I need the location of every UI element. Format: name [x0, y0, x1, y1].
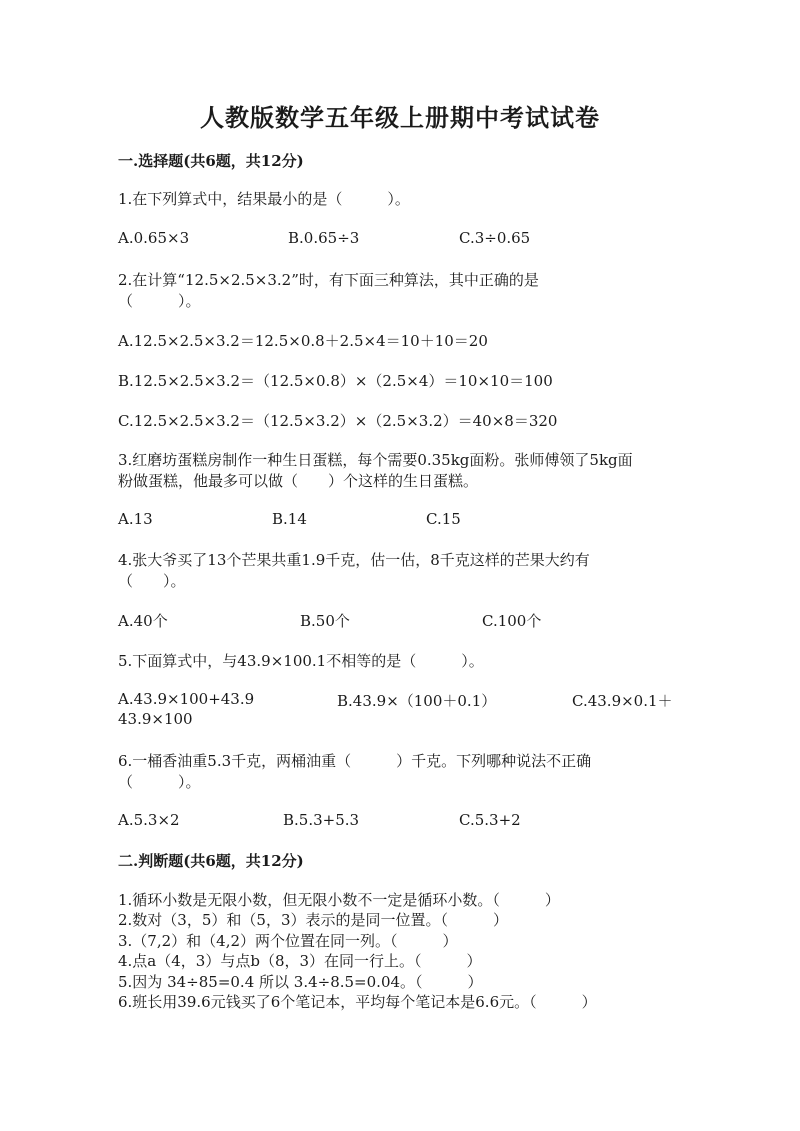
- question-6-text: 6.一桶香油重5.3千克，两桶油重（ ）千克。下列哪种说法不正确: [118, 752, 592, 770]
- question-1-option-c: C.3÷0.65: [459, 229, 531, 247]
- judgement-item-4: 4.点a（4，3）与点b（8，3）在同一行上。（ ）: [118, 952, 482, 970]
- judgement-item-6: 6.班长用39.6元钱买了6个笔记本，平均每个笔记本是6.6元。（ ）: [118, 993, 597, 1011]
- question-4-text: 4.张大爷买了13个芒果共重1.9千克，估一估，8千克这样的芒果大约有: [118, 551, 590, 569]
- question-1-option-b: B.0.65÷3: [288, 229, 360, 247]
- question-5-option-c: C.43.9×0.1＋: [572, 692, 673, 710]
- question-5-option-a: A.43.9×100+43.9: [118, 690, 255, 708]
- exam-title: 人教版数学五年级上册期中考试试卷: [200, 103, 600, 132]
- question-3-option-c: C.15: [426, 510, 461, 528]
- question-1-text: 1.在下列算式中，结果最小的是（ ）。: [118, 190, 410, 208]
- question-2-option-b: B.12.5×2.5×3.2＝（12.5×0.8）×（2.5×4）＝10×10＝100: [118, 372, 553, 390]
- question-6-option-a: A.5.3×2: [118, 811, 180, 829]
- question-3-text-cont: 粉做蛋糕，他最多可以做（ ）个这样的生日蛋糕。: [118, 472, 479, 490]
- judgement-item-1: 1.循环小数是无限小数，但无限小数不一定是循环小数。（ ）: [118, 891, 560, 909]
- question-6-option-c: C.5.3+2: [459, 811, 521, 829]
- question-3-text: 3.红磨坊蛋糕房制作一种生日蛋糕，每个需要0.35kg面粉。张师傅领了5kg面: [118, 451, 633, 469]
- question-5-text: 5.下面算式中，与43.9×100.1不相等的是（ ）。: [118, 652, 484, 670]
- section-heading-choice: 一.选择题(共6题，共12分): [118, 152, 304, 170]
- question-2-option-a: A.12.5×2.5×3.2＝12.5×0.8＋2.5×4＝10＋10＝20: [118, 332, 488, 350]
- question-4-text-cont: （ ）。: [118, 572, 186, 590]
- section-heading-judgement: 二.判断题(共6题，共12分): [118, 852, 304, 870]
- question-2-text-cont: （ ）。: [118, 292, 201, 310]
- question-3-option-a: A.13: [118, 510, 153, 528]
- question-6-option-b: B.5.3+5.3: [283, 811, 360, 829]
- question-1-option-a: A.0.65×3: [118, 229, 190, 247]
- question-2-text: 2.在计算“12.5×2.5×3.2”时，有下面三种算法，其中正确的是: [118, 271, 539, 289]
- judgement-item-5: 5.因为 34÷85=0.4 所以 3.4÷8.5=0.04。（ ）: [118, 973, 483, 991]
- question-2-option-c: C.12.5×2.5×3.2＝（12.5×3.2）×（2.5×3.2）＝40×8＝320: [118, 412, 558, 430]
- judgement-item-2: 2.数对（3，5）和（5，3）表示的是同一位置。（ ）: [118, 911, 508, 929]
- question-4-option-c: C.100个: [482, 612, 542, 630]
- question-5-option-c-cont: 43.9×100: [118, 710, 193, 728]
- question-3-option-b: B.14: [272, 510, 307, 528]
- question-4-option-a: A.40个: [118, 612, 168, 630]
- question-4-option-b: B.50个: [300, 612, 350, 630]
- question-6-text-cont: （ ）。: [118, 773, 201, 791]
- judgement-item-3: 3.（7,2）和（4,2）两个位置在同一列。（ ）: [118, 932, 458, 950]
- question-5-option-b: B.43.9×（100＋0.1）: [337, 692, 497, 710]
